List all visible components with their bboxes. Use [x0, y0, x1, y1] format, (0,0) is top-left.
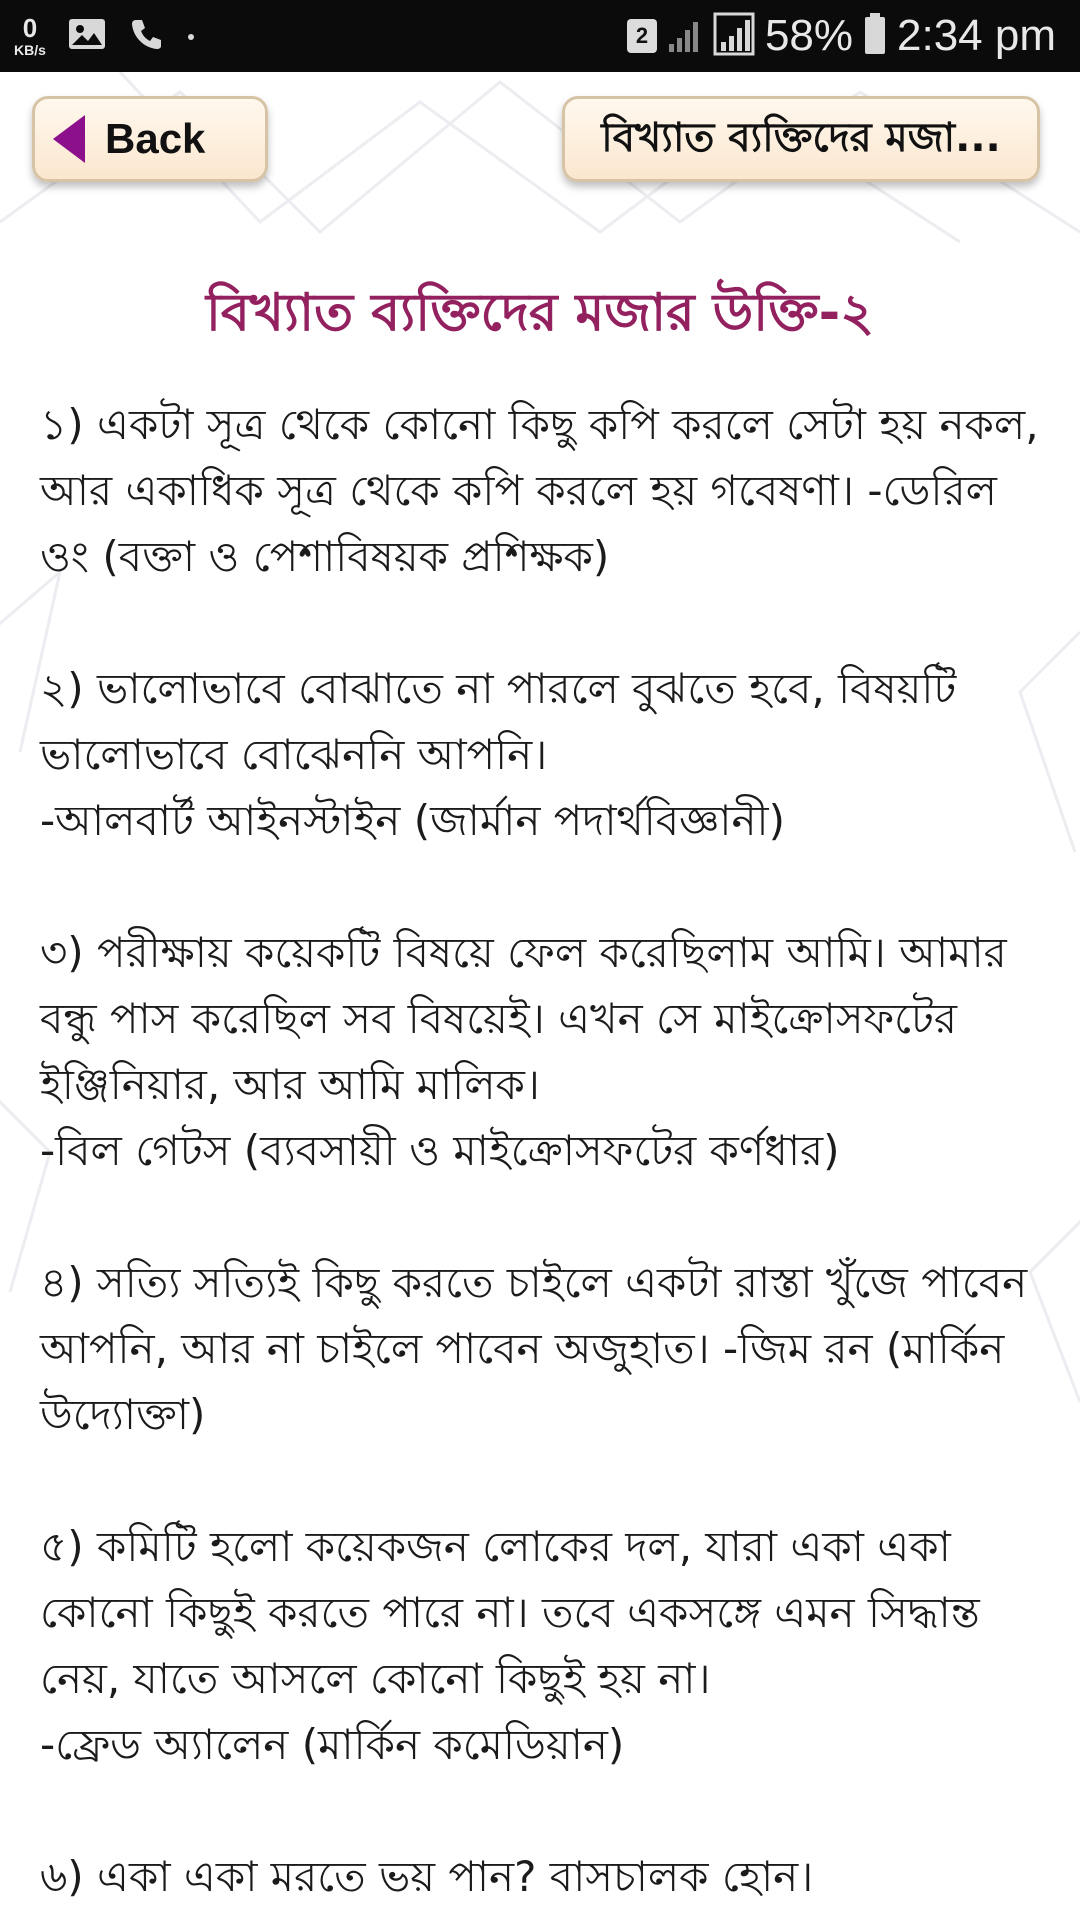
quotes-list: [40, 392, 1052, 1920]
sim-badge: 2: [627, 19, 657, 53]
image-icon: [68, 18, 106, 54]
quote-item-3: ৩) পরীক্ষায় কয়েকটি বিষয়ে ফেল করেছিলাম আমি। আমার বন্ধু পাস করেছিল সব বিষয়েই। এখন সে মাইক্রোসফটের ইঞ্জিনিয়ার, আর আমি মালিক। -বিল গেটস (ব্যবসায়ী ও মাইক্রোসফটের কর্ণধার): [40, 928, 1007, 1175]
app-content-area: [0, 72, 1080, 1920]
status-left-group: [14, 8, 196, 64]
network-speed-value: 0: [22, 13, 38, 43]
status-bar: [0, 0, 1080, 72]
category-title-button[interactable]: বিখ্যাত ব্যক্তিদের মজা...: [562, 96, 1040, 182]
quote-item-6: ৬) একা একা মরতে ভয় পান? বাসচালক হোন।: [40, 1852, 814, 1901]
clock: 2:34 pm: [897, 11, 1056, 60]
phone-icon: [128, 16, 164, 56]
dot-icon: [186, 27, 196, 46]
back-button[interactable]: [32, 96, 268, 182]
network-speed-unit: KB/s: [14, 42, 46, 58]
page-title: বিখ্যাত ব্যক্তিদের মজার উক্তি-২: [205, 283, 875, 343]
quote-item-4: ৪) সত্যি সত্যিই কিছু করতে চাইলে একটা রাস্তা খুঁজে পাবেন আপনি, আর না চাইলে পাবেন অজুহাত। -জিম রন (মার্কিন উদ্যোক্তা): [40, 1258, 1028, 1439]
signal-weak-icon: [667, 14, 703, 59]
signal-strong-icon: [713, 12, 755, 61]
battery-percent: 58%: [764, 11, 854, 60]
back-arrow-icon: [53, 115, 85, 163]
network-speed: [14, 15, 46, 57]
back-button-label: Back: [105, 115, 206, 162]
quote-item-2: ২) ভালোভাবে বোঝাতে না পারলে বুঝতে হবে, বিষয়টি ভালোভাবে বোঝেননি আপনি। -আলবার্ট আইনস্টাইন (জার্মান পদার্থবিজ্ঞানী): [40, 664, 957, 845]
quote-item-1: ১) একটা সূত্র থেকে কোনো কিছু কপি করলে সেটা হয় নকল, আর একাধিক সূত্র থেকে কপি করলে হয় গবেষণা। -ডেরিল ওং (বক্তা ও পেশাবিষয়ক প্রশিক্ষক): [40, 400, 1039, 581]
status-right-group: [627, 8, 1056, 64]
battery-icon: [863, 12, 887, 61]
quote-item-5: ৫) কমিটি হলো কয়েকজন লোকের দল, যারা একা একা কোনো কিছুই করতে পারে না। তবে একসঙ্গে এমন সিদ্ধান্ত নেয়, যাতে আসলে কোনো কিছুই হয় না। -ফ্রেড অ্যালেন (মার্কিন কমেডিয়ান): [40, 1522, 980, 1769]
